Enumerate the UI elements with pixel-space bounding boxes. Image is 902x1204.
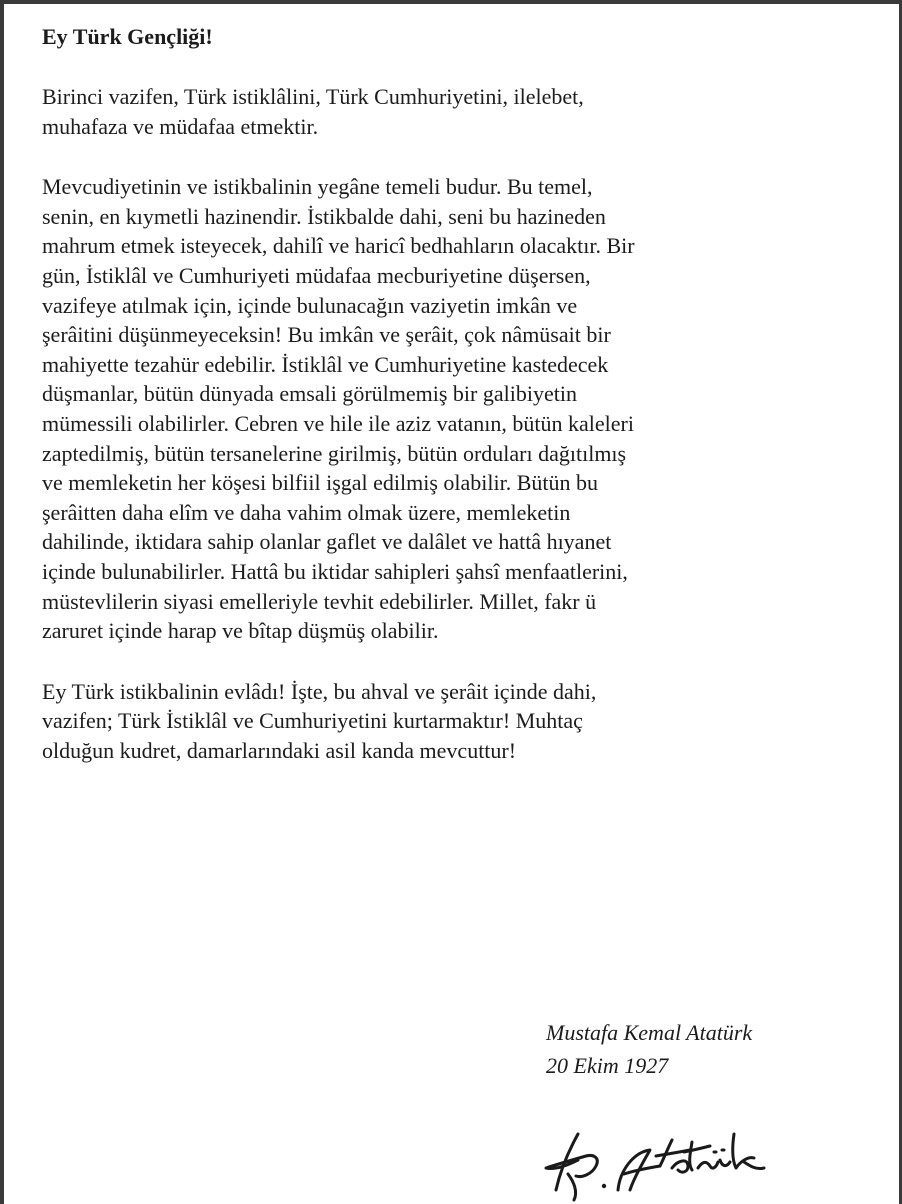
text-line: vazifeye atılmak için, içinde bulunacağın vaziyetin imkân ve xyxy=(42,292,578,318)
text-line: vazifen; Türk İstiklâl ve Cumhuriyetini kurtarmaktır! Muhtaç xyxy=(42,708,583,734)
text-line: müstevlilerin siyasi emelleriyle tevhit edebilirler. Millet, fakr ü xyxy=(42,588,597,614)
left-border xyxy=(0,4,4,1204)
text-line: ve memleketin her köşesi bilfiil işgal edilmiş olabilir. Bütün bu xyxy=(42,470,599,496)
text-line: zaptedilmiş, bütün tersanelerine girilmiş, bütün orduları dağıtılmış xyxy=(42,440,627,466)
author-name: Mustafa Kemal Atatürk xyxy=(546,1020,753,1045)
text-line: düşmanlar, bütün dünyada emsali görülmemiş bir galibiyetin xyxy=(42,381,577,407)
handwritten-signature xyxy=(538,1112,798,1204)
text-line: mümessili olabilirler. Cebren ve hile ile aziz vatanın, bütün kaleleri xyxy=(42,410,634,436)
text-line: muhafaza ve müdafaa etmektir. xyxy=(42,113,319,139)
document-body xyxy=(42,22,862,796)
paragraph-3 xyxy=(42,677,862,766)
text-line: senin, en kıymetli hazinendir. İstikbalde dahi, seni bu hazineden xyxy=(42,203,606,229)
text-line: Ey Türk istikbalinin evlâdı! İşte, bu ahval ve şerâit içinde dahi, xyxy=(42,678,597,704)
document-date: 20 Ekim 1927 xyxy=(546,1053,669,1078)
text-line: zaruret içinde harap ve bîtap düşmüş olabilir. xyxy=(42,618,439,644)
text-line: içinde bulunabilirler. Hattâ bu iktidar sahipleri şahsî menfaatlerini, xyxy=(42,558,628,584)
document-title: Ey Türk Gençliği! xyxy=(42,24,213,49)
text-line: Birinci vazifen, Türk istiklâlini, Türk Cumhuriyetini, ilelebet, xyxy=(42,84,584,109)
signature-block xyxy=(546,1016,752,1082)
text-line: şerâitten daha elîm ve daha vahim olmak üzere, memleketin xyxy=(42,499,571,525)
paragraph-2 xyxy=(42,172,862,646)
text-line: gün, İstiklâl ve Cumhuriyeti müdafaa mecburiyetine düşersen, xyxy=(42,262,591,288)
text-line: dahilinde, iktidara sahip olanlar gaflet ve dalâlet ve hattâ hıyanet xyxy=(42,529,612,555)
text-line: mahiyette tezahür edebilir. İstiklâl ve Cumhuriyetine kastedecek xyxy=(42,351,609,377)
text-line: şerâitini düşünmeyeceksin! Bu imkân ve şerâit, çok nâmüsait bir xyxy=(42,322,611,348)
text-line: Mevcudiyetinin ve istikbalinin yegâne temeli budur. Bu temel, xyxy=(42,174,593,200)
text-line: olduğun kudret, damarlarındaki asil kanda mevcuttur! xyxy=(42,737,517,763)
paragraph-1 xyxy=(42,82,862,141)
text-line: mahrum etmek isteyecek, dahilî ve haricî bedhahların olacaktır. Bir xyxy=(42,233,635,259)
